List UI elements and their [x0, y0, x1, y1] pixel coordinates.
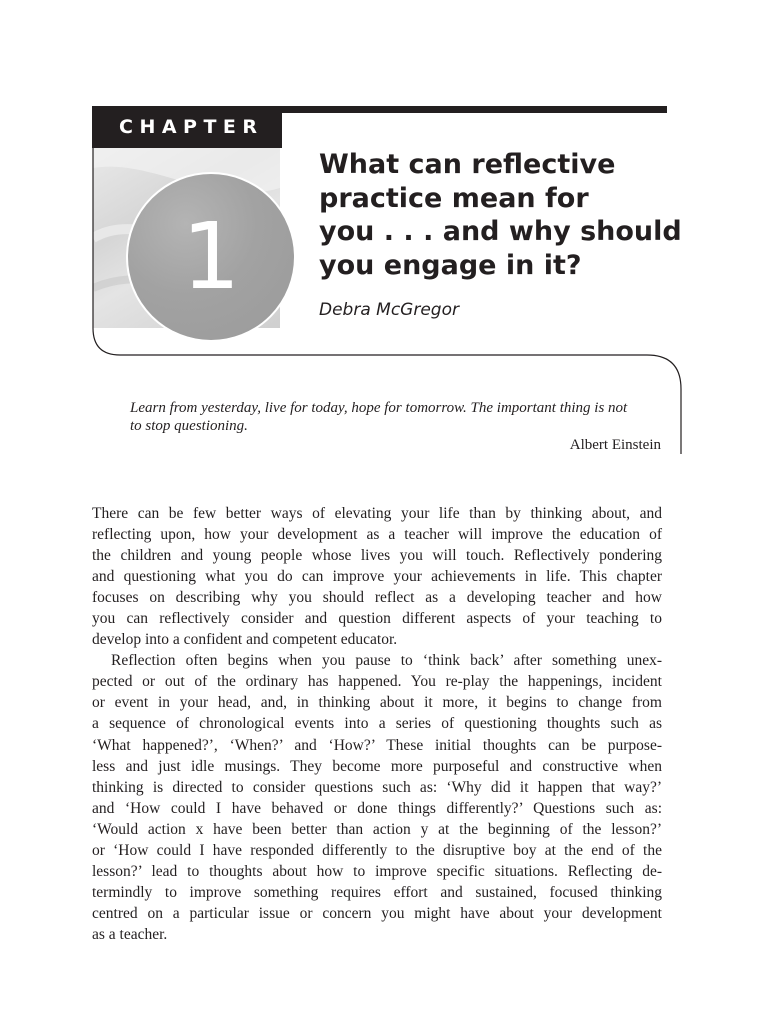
epigraph-attribution: Albert Einstein: [569, 437, 661, 453]
text-line: focuses on describing why you should reflect as a developing teacher and how: [92, 589, 662, 607]
text-line: less and just idle musings. They become more purposeful and constructive when: [92, 757, 662, 775]
text-line: and ‘How could I have behaved or done things differently?’ Questions such as:: [92, 799, 662, 817]
text-line: Reflection often begins when you pause to ‘think back’ after something unex-: [111, 652, 662, 670]
text-line: lesson?’ lead to thoughts about how to improve specific situations. Reflecting de-: [92, 862, 662, 880]
text-line: thinking is directed to consider questions such as: ‘Why did it happen that way?’: [92, 778, 662, 796]
text-line: There can be few better ways of elevating your life than by thinking about, and: [92, 505, 662, 522]
chapter-title-line: you engage in it?: [319, 249, 582, 281]
text-line: and questioning what you do can improve your achievements in life. This chapter: [92, 568, 662, 586]
chapter-number: 1: [181, 203, 241, 310]
text-line: as a teacher.: [92, 925, 168, 943]
text-line: termindly to improve something requires effort and sustained, focused thinking: [92, 883, 662, 901]
text-line: the children and young people whose lives you will touch. Reflectively pondering: [92, 547, 662, 565]
paragraph: [92, 503, 662, 650]
epigraph-line: to stop questioning.: [130, 418, 248, 434]
epigraph-line: Learn from yesterday, live for today, hope for tomorrow. The important thing is not: [130, 400, 628, 416]
text-line: centred on a particular issue or concern you might have about your development: [92, 904, 662, 922]
epigraph-quote: [130, 399, 670, 435]
body-text: [92, 503, 662, 945]
text-line: or ‘How could I have responded differently to the disruptive boy at the end of the: [92, 841, 662, 859]
text-line: a sequence of chronological events into a series of questioning thoughts such as: [92, 715, 662, 733]
text-line: develop into a confident and competent educator.: [92, 631, 398, 649]
text-line: ‘Would action x have been better than action y at the beginning of the lesson?’: [92, 820, 662, 838]
text-line: you can reflectively consider and question different aspects of your teaching to: [92, 610, 662, 628]
chapter-label: CHAPTER: [92, 106, 282, 148]
text-line: ‘What happened?’, ‘When?’ and ‘How?’ These initial thoughts can be purpose-: [92, 736, 662, 754]
chapter-title-line: practice mean for: [319, 182, 589, 214]
text-line: or event in your head, and, in thinking about it more, it begins to change from: [92, 694, 662, 712]
text-line: reflecting upon, how your development as a teacher will improve the education of: [92, 526, 662, 544]
text-line: pected or out of the ordinary has happened. You re-play the happenings, incident: [92, 673, 662, 691]
chapter-author: Debra McGregor: [319, 300, 459, 320]
chapter-title-line: you . . . and why should: [319, 216, 682, 247]
chapter-title-line: What can reflective: [319, 149, 616, 180]
paragraph: [92, 650, 662, 945]
chapter-title: [319, 148, 682, 282]
